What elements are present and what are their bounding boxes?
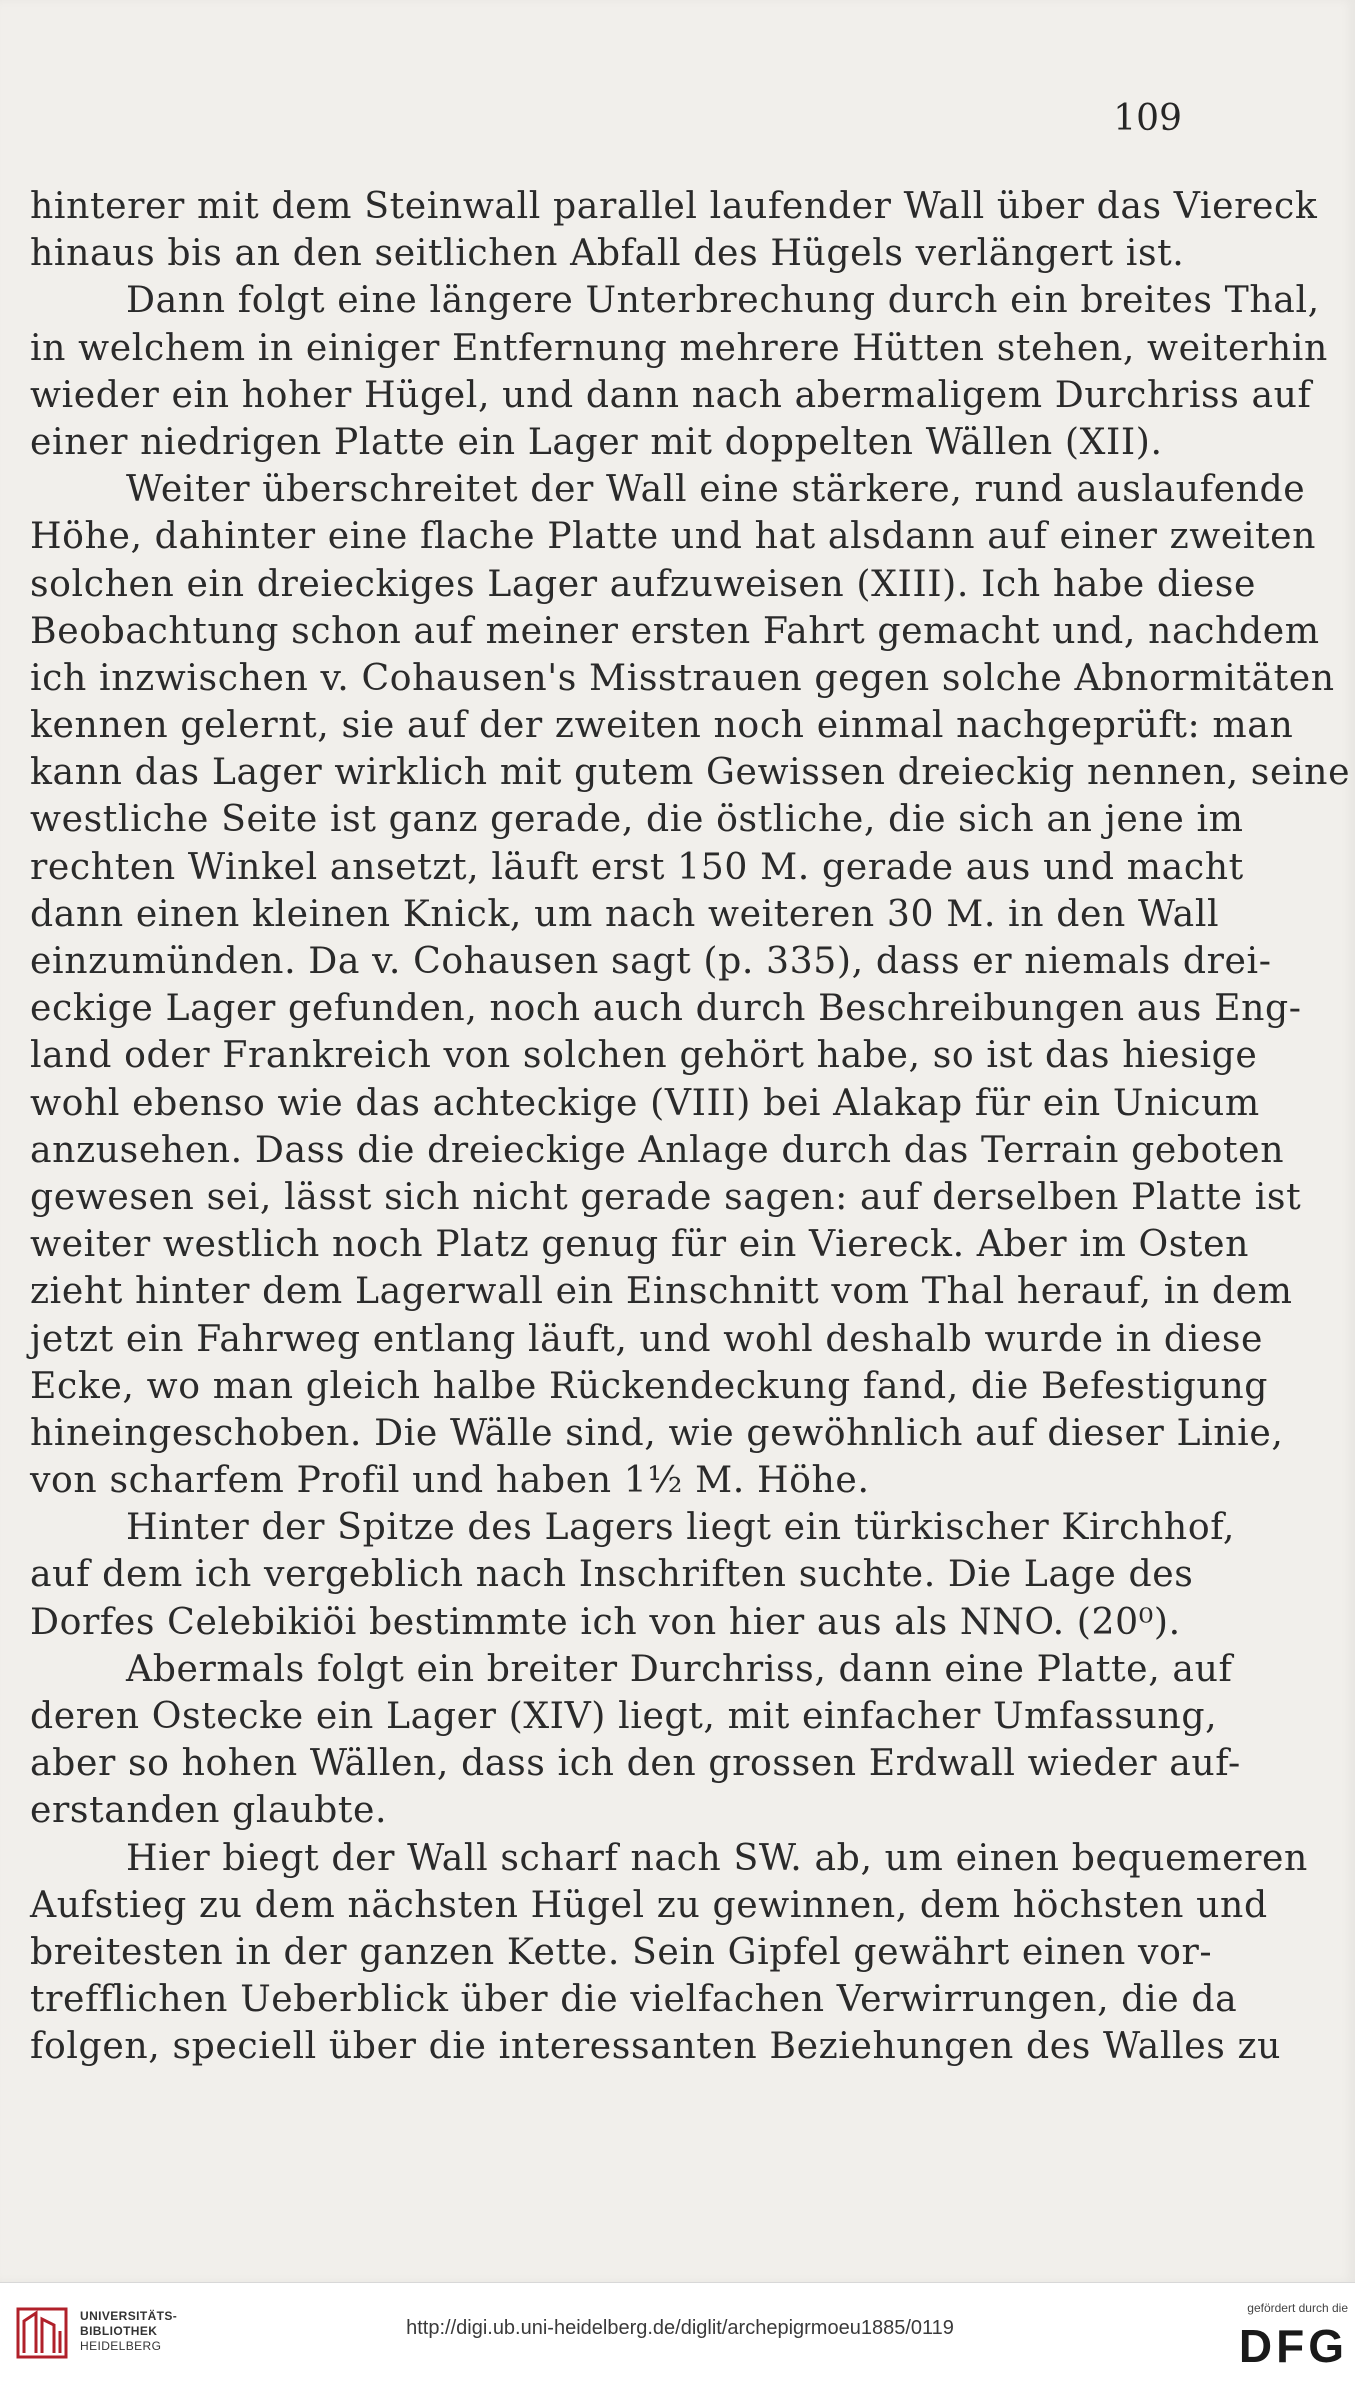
text-line: hinterer mit dem Steinwall parallel laufender Wall über das Viereck: [30, 184, 1318, 227]
text-line: dann einen kleinen Knick, um nach weiteren 30 M. in den Wall: [30, 891, 1220, 935]
text-line: zieht hinter dem Lagerwall ein Einschnitt vom Thal herauf, in dem: [30, 1269, 1293, 1313]
text-line: jetzt ein Fahrweg entlang läuft, und wohl deshalb wurde in diese: [30, 1316, 1264, 1360]
page-number: 109: [1113, 98, 1182, 139]
text-line: Ecke, wo man gleich halbe Rückendeckung fand, die Befestigung: [30, 1363, 1269, 1407]
text-line: Weiter überschreitet der Wall eine stärkere, rund auslaufende: [126, 467, 1306, 511]
library-name: [80, 2309, 177, 2354]
text-line: von scharfem Profil und haben 1½ M. Höhe.: [30, 1458, 870, 1502]
library-name-line: HEIDELBERG: [80, 2339, 162, 2353]
text-line: folgen, speciell über die interessanten Beziehungen des Walles zu: [30, 2024, 1282, 2068]
funding-caption: gefördert durch die: [1247, 2301, 1348, 2315]
text-line: solchen ein dreieckiges Lager aufzuweisen (XIII). Ich habe diese: [30, 561, 1256, 605]
permalink-url[interactable]: http://digi.ub.uni-heidelberg.de/diglit/archepigrmoeu1885/0119: [406, 2317, 954, 2339]
text-line: Abermals folgt ein breiter Durchriss, dann eine Platte, auf: [126, 1646, 1233, 1690]
text-line: anzusehen. Dass die dreieckige Anlage durch das Terrain geboten: [30, 1127, 1285, 1171]
text-line: hinaus bis an den seitlichen Abfall des Hügels verlängert ist.: [30, 231, 1185, 275]
funder-block: [1198, 2301, 1348, 2377]
text-line: hineingeschoben. Die Wälle sind, wie gewöhnlich auf dieser Linie,: [30, 1410, 1284, 1454]
text-line: ich inzwischen v. Cohausen's Misstrauen gegen solche Abnormitäten: [30, 655, 1335, 699]
text-line: Dann folgt eine längere Unterbrechung durch ein breites Thal,: [126, 278, 1320, 322]
text-line: einzumünden. Da v. Cohausen sagt (p. 335), dass er niemals drei-: [30, 939, 1272, 982]
text-line: trefflichen Ueberblick über die vielfachen Verwirrungen, die da: [30, 1977, 1238, 2021]
university-library-logo-icon: [14, 2303, 74, 2363]
text-line: kann das Lager wirklich mit gutem Gewissen dreieckig nennen, seine: [30, 750, 1351, 794]
dfg-logo-icon: DFG: [1238, 2320, 1348, 2372]
body-text: [30, 182, 1351, 2070]
text-line: rechten Winkel ansetzt, läuft erst 150 M. gerade aus und macht: [30, 844, 1244, 888]
text-line: Höhe, dahinter eine flache Platte und hat alsdann auf einer zweiten: [30, 514, 1317, 558]
text-line: aber so hohen Wällen, dass ich den grossen Erdwall wieder auf-: [30, 1741, 1241, 1785]
text-line: kennen gelernt, sie auf der zweiten noch einmal nachgeprüft: man: [30, 703, 1294, 747]
text-line: deren Ostecke ein Lager (XIV) liegt, mit einfacher Umfassung,: [30, 1694, 1218, 1737]
text-line: land oder Frankreich von solchen gehört habe, so ist das hiesige: [30, 1033, 1258, 1077]
text-line: westliche Seite ist ganz gerade, die östliche, die sich an jene im: [30, 797, 1244, 841]
text-line: in welchem in einiger Entfernung mehrere Hütten stehen, weiterhin: [30, 325, 1328, 369]
viewer-footer: [0, 2282, 1355, 2382]
text-line: Hinter der Spitze des Lagers liegt ein türkischer Kirchhof,: [126, 1505, 1236, 1549]
text-line: weiter westlich noch Platz genug für ein Viereck. Aber im Osten: [30, 1222, 1249, 1266]
text-line: Aufstieg zu dem nächsten Hügel zu gewinnen, dem höchsten und: [30, 1882, 1268, 1926]
text-line: gewesen sei, lässt sich nicht gerade sagen: auf derselben Platte ist: [30, 1174, 1302, 1218]
text-line: wieder ein hoher Hügel, und dann nach abermaligem Durchriss auf: [30, 372, 1312, 416]
text-line: Beobachtung schon auf meiner ersten Fahrt gemacht und, nachdem: [30, 608, 1320, 652]
text-line: Dorfes Celebikiöi bestimmte ich von hier aus als NNO. (20⁰).: [30, 1599, 1181, 1643]
text-line: auf dem ich vergeblich nach Inschriften suchte. Die Lage des: [30, 1552, 1194, 1596]
text-line: eckige Lager gefunden, noch auch durch Beschreibungen aus Eng-: [30, 986, 1302, 1030]
text-line: breitesten in der ganzen Kette. Sein Gipfel gewährt einen vor-: [30, 1929, 1213, 1973]
library-name-line: BIBLIOTHEK: [80, 2324, 158, 2338]
text-line: erstanden glaubte.: [30, 1788, 388, 1832]
text-line: einer niedrigen Platte ein Lager mit doppelten Wällen (XII).: [30, 419, 1163, 463]
text-line: wohl ebenso wie das achteckige (VIII) bei Alakap für ein Unicum: [30, 1080, 1260, 1124]
library-name-line: UNIVERSITÄTS-: [80, 2309, 178, 2323]
text-line: Hier biegt der Wall scharf nach SW. ab, um einen bequemeren: [126, 1835, 1308, 1879]
